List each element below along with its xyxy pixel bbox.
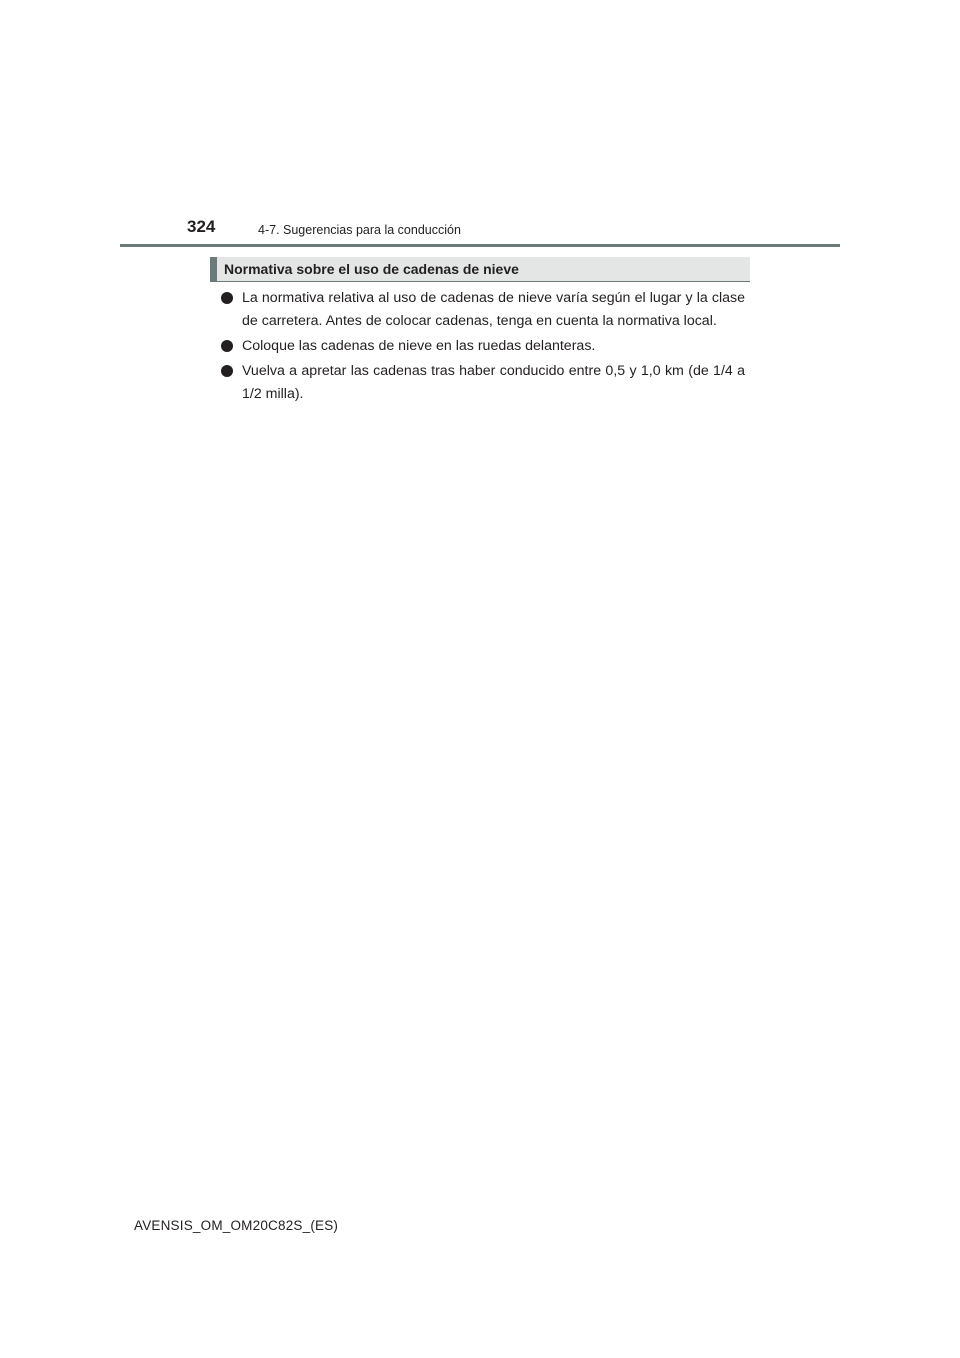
- page-number: 324: [187, 217, 216, 236]
- bullet-icon: [221, 365, 233, 377]
- bullet-list: [221, 287, 745, 408]
- bullet-icon: [221, 292, 233, 304]
- list-item: [221, 287, 745, 333]
- section-heading-box: [210, 257, 750, 282]
- list-item: [221, 360, 745, 406]
- list-item-text: Vuelva a apretar las cadenas tras haber conducido entre 0,5 y 1,0 km (de 1/4 a 1/2 milla).: [242, 363, 745, 402]
- list-item-text: Coloque las cadenas de nieve en las ruedas delanteras.: [242, 338, 596, 354]
- section-heading: Normativa sobre el uso de cadenas de nieve: [224, 261, 519, 277]
- list-item: [221, 335, 745, 358]
- heading-accent-bar: [210, 257, 217, 281]
- section-title: 4-7. Sugerencias para la conducción: [258, 223, 461, 237]
- bullet-icon: [221, 340, 233, 352]
- list-item-text: La normativa relativa al uso de cadenas de nieve varía según el lugar y la clase de carretera. Antes de colocar cadenas, tenga en cuenta la normativa local.: [242, 290, 745, 329]
- header-divider: [120, 244, 840, 247]
- document-code: AVENSIS_OM_OM20C82S_(ES): [134, 1218, 339, 1233]
